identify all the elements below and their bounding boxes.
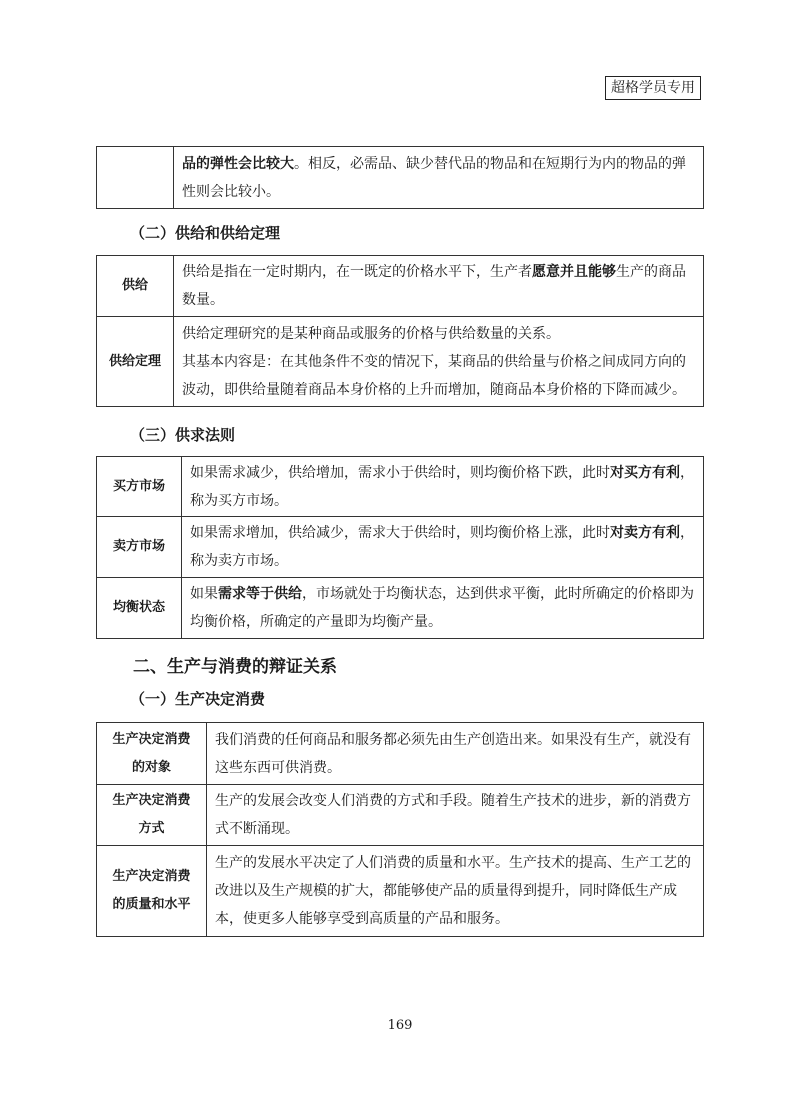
label-line: 生产决定消费 — [112, 731, 191, 747]
body-text: 如果需求减少，供给增加，需求小于供给时，则均衡价格下跌，此时 — [190, 464, 610, 481]
label-line: 的质量和水平 — [112, 897, 191, 912]
table-row — [97, 147, 704, 209]
body-text: 生产的商品数量。 — [182, 264, 686, 308]
table-row — [97, 846, 704, 937]
production-consumption-table — [96, 722, 704, 937]
body-text: 供给定理研究的是某种商品或服务的价格与供给数量的关系。 — [182, 325, 560, 342]
bold-text: 愿意并且能够 — [532, 264, 616, 280]
table-row — [97, 457, 704, 517]
content-cell: 我们消费的任何商品和服务都必须先由生产创造出来。如果没有生产，就没有这些东西可供消费。 — [207, 723, 704, 785]
row-label — [97, 846, 207, 937]
content-cell: 生产的发展水平决定了人们消费的质量和水平。生产技术的提高、生产工艺的改进以及生产规模的扩大，都能够使产品的质量得到提升，同时降低生产成本，使更多人能够享受到高质量的产品和服务。 — [207, 846, 704, 937]
student-only-badge: 超格学员专用 — [605, 76, 701, 100]
body-text: 供给是指在一定时期内，在一既定的价格水平下，生产者 — [182, 264, 532, 280]
supply-table — [96, 255, 704, 407]
section-heading-supply: （二）供给和供给定理 — [130, 224, 281, 242]
row-label: 供给 — [97, 256, 174, 317]
content-cell — [182, 578, 704, 639]
section-heading-production: （一）生产决定消费 — [130, 690, 266, 708]
row-label: 供给定理 — [97, 317, 174, 407]
body-text: ，称为买方市场。 — [190, 464, 694, 509]
elasticity-continuation-table — [96, 146, 704, 209]
content-cell — [174, 317, 704, 407]
body-text: 其基本内容是：在其他条件不变的情况下，某商品的供给量与价格之间成同方向的波动，即供给量随着商品本身价格的上升而增加，随商品本身价格的下降而减少。 — [182, 353, 686, 398]
content-cell — [174, 147, 704, 209]
content-cell — [174, 256, 704, 317]
page-number: 169 — [387, 1018, 413, 1033]
bold-text: 对卖方有利 — [610, 525, 680, 541]
empty-label-cell — [97, 147, 174, 209]
chapter-heading: 二、生产与消费的辩证关系 — [133, 657, 337, 677]
body-text: 如果需求增加，供给减少，需求大于供给时，则均衡价格上涨，此时 — [190, 525, 610, 541]
body-text: 。相反，必需品、缺少替代品的物品和在短期行为内的物品的弹性则会比较小。 — [182, 155, 686, 200]
bold-text: 品的弹性会比较大 — [182, 155, 294, 172]
table-row — [97, 578, 704, 639]
body-text: ，称为卖方市场。 — [190, 525, 694, 569]
body-text: 如果 — [190, 586, 218, 602]
table-row — [97, 723, 704, 785]
supply-demand-law-table — [96, 456, 704, 639]
body-text: ，市场就处于均衡状态，达到供求平衡，此时所确定的价格即为均衡价格，所确定的产量即为均衡产量。 — [190, 586, 694, 630]
row-label: 买方市场 — [97, 457, 182, 517]
label-line: 生产决定消费 — [112, 869, 191, 884]
table-row — [97, 517, 704, 578]
bold-text: 需求等于供给 — [218, 586, 302, 602]
label-line: 的对象 — [131, 759, 171, 775]
label-line: 生产决定消费 — [112, 793, 191, 808]
table-row — [97, 256, 704, 317]
row-label — [97, 785, 207, 846]
table-row — [97, 317, 704, 407]
section-heading-law: （三）供求法则 — [130, 426, 236, 444]
content-cell — [182, 517, 704, 578]
label-line: 方式 — [138, 821, 165, 836]
bold-text: 对买方有利 — [610, 464, 680, 481]
row-label: 卖方市场 — [97, 517, 182, 578]
content-cell — [182, 457, 704, 517]
content-cell: 生产的发展会改变人们消费的方式和手段。随着生产技术的进步，新的消费方式不断涌现。 — [207, 785, 704, 846]
row-label — [97, 723, 207, 785]
row-label: 均衡状态 — [97, 578, 182, 639]
table-row — [97, 785, 704, 846]
